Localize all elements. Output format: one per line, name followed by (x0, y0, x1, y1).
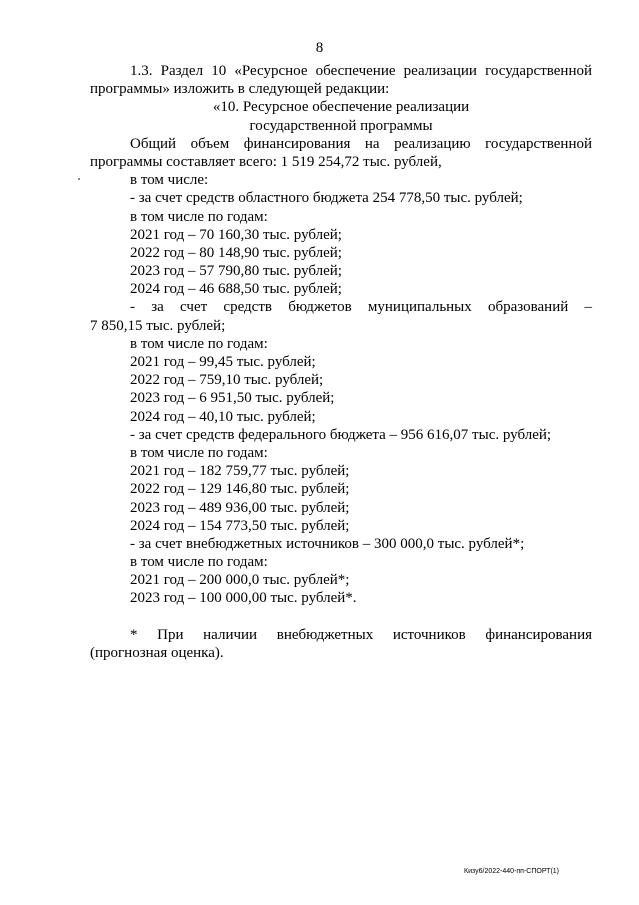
regional-budget-title: - за счет средств областного бюджета 254 778,50 тыс. рублей; (130, 190, 523, 207)
municipal-by-years: в том числе по годам: (130, 335, 268, 352)
regional-year-2023: 2023 год – 57 790,80 тыс. рублей; (130, 263, 342, 280)
section-intro-line-2: программы» изложить в следующей редакции: (90, 81, 390, 98)
municipal-budget-title-line-1: - за счет средств бюджетов муниципальных образований – (130, 299, 592, 316)
document-code: Кизу6/2022-440-пп-СПОРТ(1) (464, 868, 559, 875)
document-body (90, 62, 592, 662)
federal-year-2022: 2022 год – 129 146,80 тыс. рублей; (130, 481, 350, 498)
federal-budget-title: - за счет средств федерального бюджета – 956 616,07 тыс. рублей; (130, 426, 552, 443)
regional-year-2021: 2021 год – 70 160,30 тыс. рублей; (130, 226, 342, 243)
total-line-1: Общий объем финансирования на реализацию государственной (130, 135, 592, 152)
total-line-2: программы составляет всего: 1 519 254,72 тыс. рублей, (90, 153, 442, 170)
extrabudget-year-2021: 2021 год – 200 000,0 тыс. рублей*; (130, 572, 350, 589)
federal-year-2024: 2024 год – 154 773,50 тыс. рублей; (130, 517, 350, 534)
section-intro-line-1: 1.3. Раздел 10 «Ресурсное обеспечение реализации государственной (130, 63, 592, 79)
section-heading-line-2: государственной программы (249, 117, 433, 134)
municipal-year-2021: 2021 год – 99,45 тыс. рублей; (130, 354, 316, 370)
municipal-year-2024: 2024 год – 40,10 тыс. рублей; (130, 408, 316, 425)
federal-year-2021: 2021 год – 182 759,77 тыс. рублей; (130, 463, 350, 480)
regional-by-years: в том числе по годам: (130, 208, 268, 225)
footnote-line-1: * При наличии внебюджетных источников финансирования (130, 626, 592, 643)
scan-speck (78, 178, 80, 180)
regional-year-2024: 2024 год – 46 688,50 тыс. рублей; (130, 281, 342, 298)
section-heading-line-1: «10. Ресурсное обеспечение реализации (212, 99, 470, 116)
extrabudget-title: - за счет внебюджетных источников – 300 000,0 тыс. рублей*; (130, 535, 525, 552)
extrabudget-by-years: в том числе по годам: (130, 554, 268, 571)
federal-by-years: в том числе по годам: (130, 444, 268, 461)
municipal-year-2022: 2022 год – 759,10 тыс. рублей; (130, 372, 324, 389)
regional-year-2022: 2022 год – 80 148,90 тыс. рублей; (130, 244, 342, 261)
extrabudget-year-2023: 2023 год – 100 000,00 тыс. рублей*. (130, 590, 357, 607)
total-including: в том числе: (130, 172, 209, 189)
footnote-line-2: (прогнозная оценка). (90, 644, 224, 661)
municipal-budget-title-line-2: 7 850,15 тыс. рублей; (90, 317, 226, 334)
paragraph-gap (90, 608, 592, 626)
municipal-year-2023: 2023 год – 6 951,50 тыс. рублей; (130, 390, 335, 407)
federal-year-2023: 2023 год – 489 936,00 тыс. рублей; (130, 499, 350, 516)
page-number: 8 (315, 40, 324, 56)
